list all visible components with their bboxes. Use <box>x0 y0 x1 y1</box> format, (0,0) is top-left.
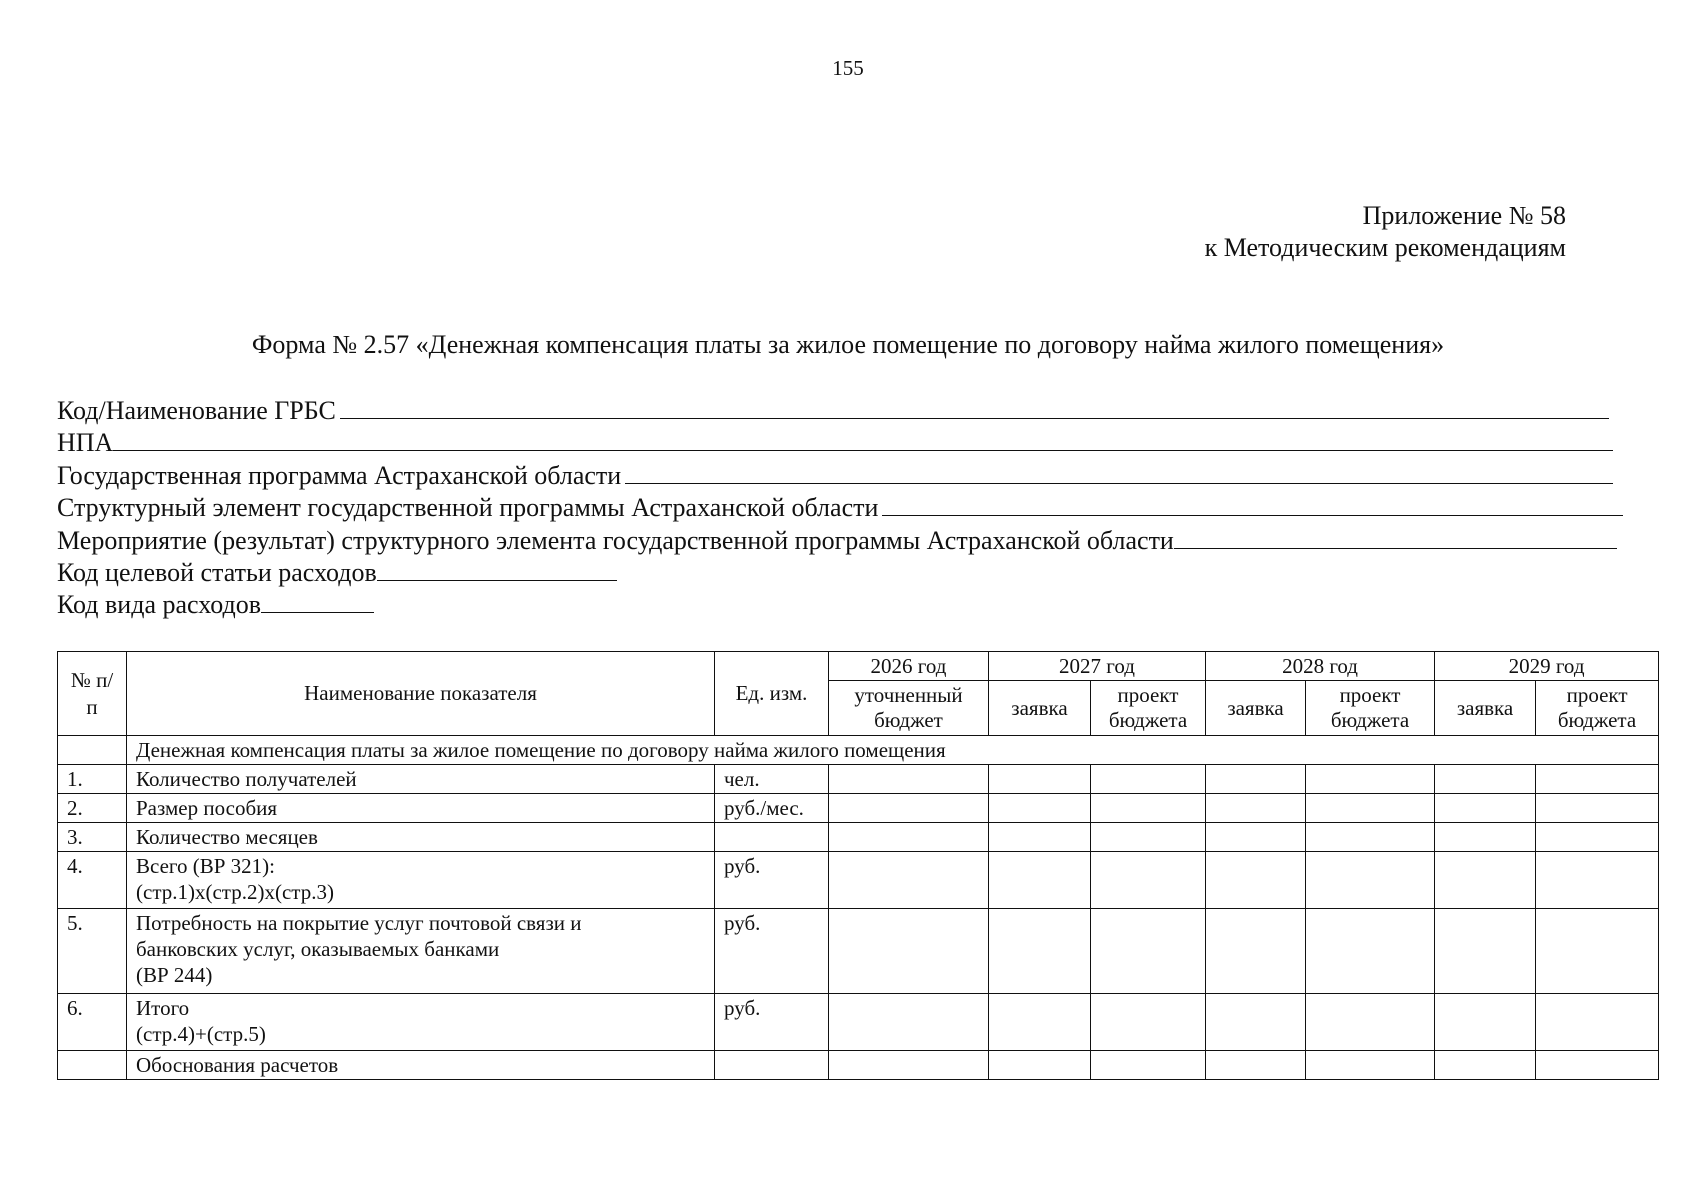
field-blank-line[interactable] <box>340 396 1609 419</box>
header-unit: Ед. изм. <box>715 652 829 736</box>
row-number: 4. <box>58 852 127 909</box>
row-name-line: (ВР 244) <box>136 963 213 987</box>
value-cell[interactable] <box>829 765 989 794</box>
value-cell[interactable] <box>1536 794 1659 823</box>
footer-label: Обоснования расчетов <box>127 1051 715 1080</box>
value-cell[interactable] <box>1435 823 1536 852</box>
row-name-line: банковских услуг, оказываемых банками <box>136 937 500 961</box>
value-cell[interactable] <box>989 852 1091 909</box>
header-fields <box>57 395 1637 622</box>
row-name-line: Потребность на покрытие услуг почтовой связи и <box>136 911 582 935</box>
header-year-2029: 2029 год <box>1435 652 1659 681</box>
field-label: Код/Наименование ГРБС <box>57 396 336 425</box>
header-year-2026: 2026 год <box>829 652 989 681</box>
value-cell[interactable] <box>829 794 989 823</box>
field-target-article-code <box>57 557 1637 589</box>
value-cell[interactable] <box>1536 852 1659 909</box>
table-row <box>58 765 1659 794</box>
field-blank-line[interactable] <box>625 461 1613 484</box>
value-cell[interactable] <box>1536 823 1659 852</box>
value-cell[interactable] <box>1435 794 1536 823</box>
table-row <box>58 1051 1659 1080</box>
value-cell[interactable] <box>1206 794 1306 823</box>
value-cell[interactable] <box>989 794 1091 823</box>
appendix-note <box>1205 200 1566 264</box>
row-number: 5. <box>58 909 127 994</box>
row-number: 6. <box>58 994 127 1051</box>
table-cell <box>58 1051 127 1080</box>
value-cell[interactable] <box>1435 1051 1536 1080</box>
header-draft-budget-2028: проект бюджета <box>1306 681 1435 736</box>
header-request-2027: заявка <box>989 681 1091 736</box>
value-cell[interactable] <box>1306 794 1435 823</box>
field-label: Код вида расходов <box>57 590 261 620</box>
value-cell[interactable] <box>829 1051 989 1080</box>
section-title: Денежная компенсация платы за жилое помещение по договору найма жилого помещения <box>127 736 1659 765</box>
field-label: НПА <box>57 428 114 458</box>
value-cell[interactable] <box>1306 909 1435 994</box>
value-cell[interactable] <box>1536 1051 1659 1080</box>
value-cell[interactable] <box>989 765 1091 794</box>
row-name-line: (стр.1)х(стр.2)х(стр.3) <box>136 880 334 904</box>
table-row <box>58 794 1659 823</box>
value-cell[interactable] <box>1091 794 1206 823</box>
value-cell[interactable] <box>989 823 1091 852</box>
value-cell[interactable] <box>1306 1051 1435 1080</box>
header-draft-budget-2029: проект бюджета <box>1536 681 1659 736</box>
header-request-2028: заявка <box>1206 681 1306 736</box>
field-blank-line[interactable] <box>882 493 1623 516</box>
field-expense-type-code <box>57 589 1637 621</box>
table-row <box>58 852 1659 909</box>
appendix-line-2: к Методическим рекомендациям <box>1204 233 1566 262</box>
value-cell[interactable] <box>1091 765 1206 794</box>
value-cell[interactable] <box>1206 1051 1306 1080</box>
table-row <box>58 909 1659 994</box>
header-num: № п/п <box>58 652 127 736</box>
value-cell[interactable] <box>989 1051 1091 1080</box>
value-cell[interactable] <box>1091 909 1206 994</box>
appendix-line-1: Приложение № 58 <box>1362 201 1566 230</box>
header-name: Наименование показателя <box>127 652 715 736</box>
form-title: Форма № 2.57 «Денежная компенсация платы за жилое помещение по договору найма жилого помещения» <box>251 330 1445 359</box>
header-request-2029: заявка <box>1435 681 1536 736</box>
field-label: Код целевой статьи расходов <box>57 558 377 588</box>
value-cell[interactable] <box>1306 852 1435 909</box>
table-row <box>58 994 1659 1051</box>
table-cell <box>715 1051 829 1080</box>
row-unit: руб. <box>715 909 829 994</box>
row-name <box>127 994 715 1051</box>
page-number: 155 <box>832 56 864 80</box>
field-label: Мероприятие (результат) структурного элемента государственной программы Астраханской области <box>57 525 1174 555</box>
row-number: 1. <box>58 765 127 794</box>
field-structural-element <box>57 492 1637 524</box>
value-cell[interactable] <box>1435 765 1536 794</box>
value-cell[interactable] <box>1536 994 1659 1051</box>
value-cell[interactable] <box>1435 994 1536 1051</box>
value-cell[interactable] <box>1435 909 1536 994</box>
row-number: 2. <box>58 794 127 823</box>
field-blank-line[interactable] <box>1174 526 1617 549</box>
value-cell[interactable] <box>1206 823 1306 852</box>
row-unit: руб. <box>715 852 829 909</box>
value-cell[interactable] <box>829 852 989 909</box>
row-number: 3. <box>58 823 127 852</box>
value-cell[interactable] <box>1091 994 1206 1051</box>
row-name <box>127 909 715 994</box>
value-cell[interactable] <box>829 823 989 852</box>
table-row <box>58 823 1659 852</box>
section-row <box>58 736 1659 765</box>
header-year-2027: 2027 год <box>989 652 1206 681</box>
value-cell[interactable] <box>1091 1051 1206 1080</box>
field-state-program <box>57 460 1637 492</box>
row-name-line: Всего (ВР 321): <box>136 854 276 878</box>
value-cell[interactable] <box>1536 909 1659 994</box>
value-cell[interactable] <box>1091 852 1206 909</box>
header-draft-budget-2027: проект бюджета <box>1091 681 1206 736</box>
row-unit: руб./мес. <box>715 794 829 823</box>
row-name-line: (стр.4)+(стр.5) <box>136 1022 266 1046</box>
table-cell <box>58 736 127 765</box>
row-unit: чел. <box>715 765 829 794</box>
row-name <box>127 852 715 909</box>
indicator-table <box>57 651 1659 1080</box>
value-cell[interactable] <box>1306 823 1435 852</box>
value-cell[interactable] <box>829 994 989 1051</box>
row-name: Количество получателей <box>127 765 715 794</box>
value-cell[interactable] <box>989 909 1091 994</box>
value-cell[interactable] <box>1306 994 1435 1051</box>
field-grbs <box>57 395 1637 427</box>
value-cell[interactable] <box>1206 765 1306 794</box>
row-unit: руб. <box>715 994 829 1051</box>
field-label: Государственная программа Астраханской области <box>57 460 622 490</box>
value-cell[interactable] <box>1206 852 1306 909</box>
value-cell[interactable] <box>1091 823 1206 852</box>
field-blank-line[interactable] <box>261 590 374 613</box>
field-npa <box>57 427 1637 459</box>
value-cell[interactable] <box>1306 765 1435 794</box>
value-cell[interactable] <box>1536 765 1659 794</box>
row-unit <box>715 823 829 852</box>
value-cell[interactable] <box>1206 994 1306 1051</box>
field-blank-line[interactable] <box>113 428 1613 451</box>
row-name-line: Итого <box>136 996 190 1020</box>
field-activity-result <box>57 525 1637 557</box>
header-year-2028: 2028 год <box>1206 652 1435 681</box>
header-refined-budget: уточненный бюджет <box>829 681 989 736</box>
field-blank-line[interactable] <box>377 558 617 581</box>
value-cell[interactable] <box>989 994 1091 1051</box>
value-cell[interactable] <box>1435 852 1536 909</box>
row-name: Количество месяцев <box>127 823 715 852</box>
field-label: Структурный элемент государственной программы Астраханской области <box>57 493 879 523</box>
row-name: Размер пособия <box>127 794 715 823</box>
value-cell[interactable] <box>829 909 989 994</box>
value-cell[interactable] <box>1206 909 1306 994</box>
